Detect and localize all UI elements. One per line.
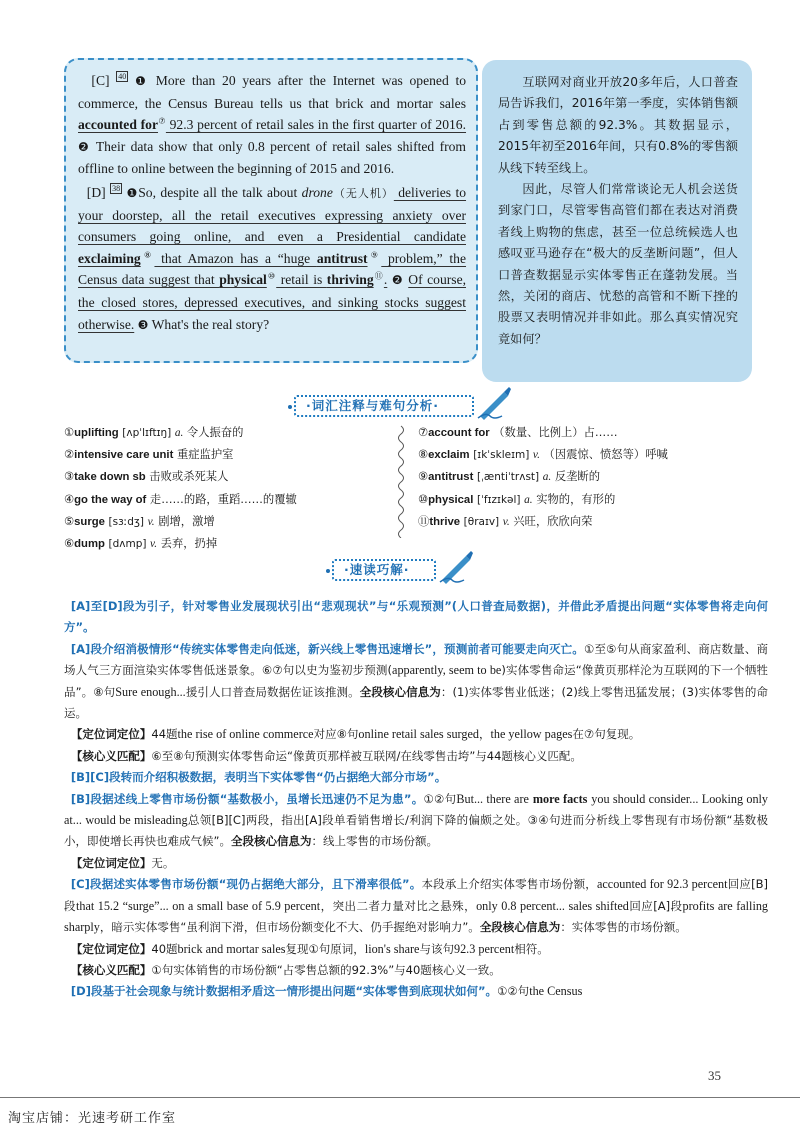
sentence-text: What's the real story? [151,316,270,332]
vocab-item: ⑪thrive [θraɪv] v. 兴旺，欣欣向荣 [418,514,593,528]
vocab-list-right [418,422,758,533]
footer-shop-name: 淘宝店铺：光速考研工作室 [8,1111,177,1126]
footer-divider [0,1097,800,1098]
vocab-term: physical [219,272,267,288]
vocab-term: accounted for [78,117,159,133]
footnote-mark: ⑪ [373,271,384,281]
sentence-text: . [383,272,388,288]
sentence-number: ❸ [137,317,149,332]
vocab-item: ⑤surge [sɜːdʒ] v. 剧增，激增 [64,514,215,528]
footnote-mark: ⑧ [140,250,155,260]
vocab-item: ⑦account for （数量、比例上）占…… [418,426,618,439]
analysis-paragraph: [A]至[D]段为引子，针对零售业发展现状引出“悲观现状”与“乐观预测”(人口普查局数据)，并借此矛盾提出问题“实体零售将走向何方”。 [64,599,768,635]
sentence-text: problem,” the Census data suggest that [78,250,467,288]
analysis-paragraph: 【核心义匹配】⑥至⑧句预测实体零售命运“像黄页那样被互联网/在线零售击垮”与44题核心义匹配。 [70,748,582,763]
analysis-paragraph: [C]段据述实体零售市场份额“现仍占据绝大部分，且下滑率很低”。本段承上介绍实体零售市场份额，accounted for 92.3 percent回应[B]段that 15.2 “surge”... on a small base of 5.9 percent，突出二者力量对比之悬殊，only 0.8 percent... sales shifted回应[A]段profits are falling sharply，暗示实体零售“虽利润下滑，但市场份额变化不大、仍手握绝对影响力”。全段核心信息为：实体零售的市场份额。 [64,877,769,935]
gloss: （无人机） [332,186,394,200]
vocab-item: ⑨antitrust [ˌæntiˈtrʌst] a. 反垄断的 [418,470,601,484]
sentence-text: Their data show that only 0.8 percent of retail sales shifted from offline to online between the beginning of 2015 and 2016. [78,138,466,177]
analysis-paragraph: 【定位词定位】无。 [70,855,175,870]
analysis-paragraph: 【核心义匹配】①句实体销售的市场份额“占零售总额的92.3%”与40题核心义一致。 [70,962,501,977]
para-label: [D] [86,184,106,200]
pen-icon [438,550,474,584]
sentence-number: ❷ [78,139,91,154]
analysis-paragraph: 【定位词定位】40题brick and mortar sales复现①句原词，lion's share与该句92.3 percent相符。 [70,941,549,956]
speed-reading-banner: ·速读巧解· [332,559,436,581]
spiral-divider [395,424,407,538]
paragraph-c [78,70,466,180]
question-number: 38 [112,184,121,194]
vocab-item: ②intensive care unit 重症监护室 [64,448,234,462]
footnote-mark: ⑩ [266,271,277,281]
sentence-text: 92.3 percent of retail sales in the first quarter of 2016. [165,117,467,133]
analysis-paragraph: [B][C]段转而介绍积极数据，表明当下实体零售“仍占据绝大部分市场”。 [70,770,447,785]
sentence-text: deliveries to your doorstep, all the retail executives expressing anxiety over consumers going online, and even a Presidential candidate [78,184,467,245]
sentence-number: ❶ [126,185,139,200]
vocab-section-banner: ·词汇注释与难句分析· [294,395,474,417]
paragraph-d [78,182,466,336]
analysis-paragraph: [B]段据述线上零售市场份额“基数极小，虽增长迅速仍不足为患”。①②句But... there are more facts you should consider... Looking only at... would be misleading总领[B][C]两段，指出[A]段单看销售增长/利润下降的偏颇之处。③④句进而分析线上零售现有市场份额“基数极小，即使增长再快也难成气候”。全段核心信息为：线上零售的市场份额。 [64,791,769,849]
analysis-paragraph: 【定位词定位】44题the rise of online commerce对应⑧句online retail sales surged，the yellow pages在⑦句复现。 [70,727,641,742]
vocab-item: ④go the way of 走……的路，重蹈……的覆辙 [64,492,297,506]
sentence-text: So, despite all the talk about [138,184,302,200]
vocab-term: thriving [326,272,374,288]
banner-dot [326,569,330,573]
sentence-text: retail is [276,272,327,288]
page-number: 35 [708,1068,721,1083]
analysis-section [64,596,768,1003]
banner-dot [288,405,292,409]
translation-paragraph: 互联网对商业开放20多年后，人口普查局告诉我们，2016年第一季度，实体销售额占到零售总额的92.3%。其数据显示，2015年初至2016年间，只有0.8%的零售额从线下转至线上。 [498,75,738,175]
analysis-paragraph: [A]段介绍消极情形“传统实体零售走向低迷，新兴线上零售迅速增长”，预测前者可能要走向灭亡。①至⑤句从商家盈利、商店数量、商场人气三方面渲染实体零售低迷景象。⑥⑦句以史为鉴初步预测(apparently, seem to be)实体零售命运“像黄页那样沦为互联网的下一个牺牲品”。⑧句Sure enough...援引人口普查局数据佐证该推测。全段核心信息为：(1)实体零售业低迷；(2)线上零售迅猛发展；(3)实体零售的命运。 [64,641,768,721]
sentence-text: that Amazon has a “huge [154,250,317,266]
vocab-item: ③take down sb 击败或杀死某人 [64,470,229,484]
analysis-paragraph: [D]段基于社会现象与统计数据相矛盾这一情形提出问题“实体零售到底现状如何”。①②句the Census [70,984,583,999]
vocab-list-left [64,422,394,555]
question-number: 40 [118,72,127,82]
translation-paragraph: 因此，尽管人们常常谈论无人机会送货到家门口，尽管零售高管们都在表达对消费者线上购物的焦虑，甚至一位总统候选人也感叹亚马逊存在“极大的反垄断问题”，但人口普查数据显示实体零售正在蓬勃发展。当然，关闭的商店、忧愁的高管和不断下挫的股票又表明情况并非如此。那么真实情况究竟如何？ [498,182,738,346]
vocab-item: ⑥dump [dʌmp] v. 丢弃，扔掉 [64,537,218,551]
italic-term: drone [301,184,333,200]
footnote-mark: ⑨ [367,250,382,260]
passage-box [64,58,478,363]
vocab-term: exclaiming [78,250,141,266]
sentence-number: ❷ [391,273,404,288]
sentence-text: More than 20 years after the Internet was opened to commerce, the Census Bureau tells us that brick and mortar sales [78,73,467,111]
vocab-item: ①uplifting [ʌpˈlɪftɪŋ] a. 令人振奋的 [64,426,244,439]
sentence-text: Of course, the closed stores, depressed executives, and sinking stocks suggest otherwise. [78,272,466,332]
para-label: [C] [91,73,110,88]
pen-icon [476,386,512,420]
vocab-term: antitrust [316,250,368,266]
vocab-item: ⑩physical [ˈfɪzɪkəl] a. 实物的，有形的 [418,492,616,506]
vocab-item: ⑧exclaim [ɪkˈskleɪm] v. （因震惊、愤怒等）呼喊 [418,448,668,462]
footnote-mark: ⑦ [158,116,166,126]
translation-box [482,60,752,382]
sentence-number: ❶ [134,74,150,88]
